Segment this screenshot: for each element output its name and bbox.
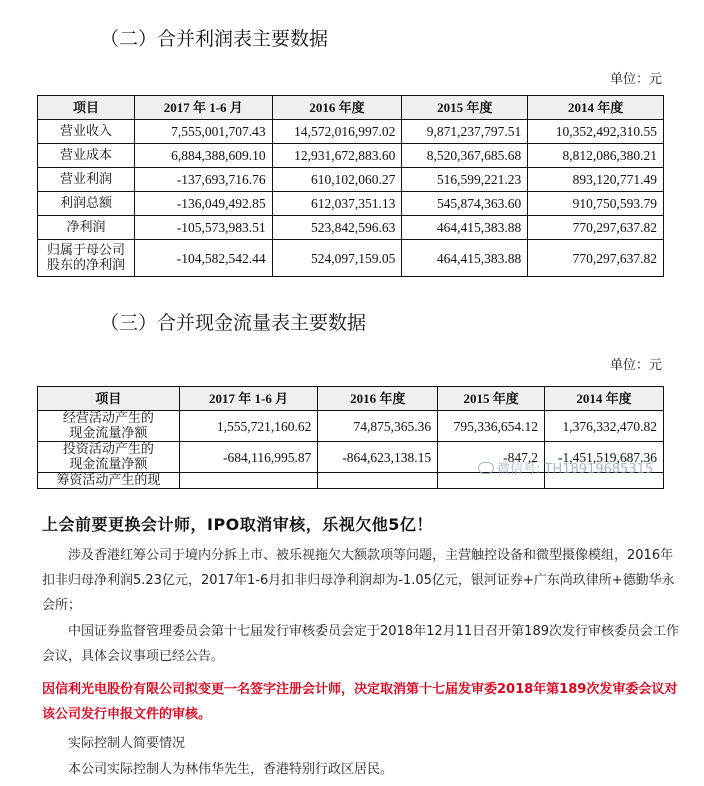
cell-value: -136,049,492.85 <box>134 192 272 216</box>
cell-value <box>179 473 318 489</box>
cell-value: 910,750,593.79 <box>528 192 664 216</box>
cell-value: 6,884,388,609.10 <box>134 144 272 168</box>
cell-value: 464,415,383.88 <box>402 216 528 240</box>
cell-value: 8,520,367,685.68 <box>402 144 528 168</box>
cell-value: -104,582,542.44 <box>134 240 272 277</box>
row-label <box>38 411 180 442</box>
cell-value: 523,842,596.63 <box>272 216 402 240</box>
row-label <box>38 442 180 473</box>
cell-value: 795,336,654.12 <box>438 411 545 442</box>
row-label: 筹资活动产生的现 <box>38 473 180 489</box>
row-label: 利润总额 <box>38 192 135 216</box>
row-label-line: 投资活动产生的 <box>62 442 154 457</box>
cell-value: 10,352,492,310.55 <box>528 120 664 144</box>
row-label: 营业成本 <box>38 144 135 168</box>
income-table <box>37 95 664 277</box>
row-label-line: 现金流量净额 <box>69 426 148 441</box>
column-header: 2014 年度 <box>528 96 664 120</box>
cell-value <box>318 473 438 489</box>
column-header: 2017 年 1-6 月 <box>179 387 318 411</box>
row-label: 净利润 <box>38 216 135 240</box>
row-label-line: 归属于母公司 <box>46 243 125 258</box>
income-section-title: （二）合并利润表主要数据 <box>100 28 329 50</box>
article-paragraph: 中国证券监督管理委员会第十七届发行审核委员会定于2018年12月11日召开第189次发行审核委员会工作会议，具体会议事项已经公告。 <box>42 624 679 664</box>
column-header: 2014 年度 <box>545 387 664 411</box>
cell-value: 612,037,351.13 <box>272 192 402 216</box>
cashflow-section-title: （三）合并现金流量表主要数据 <box>100 312 367 334</box>
article-paragraph: 本公司实际控制人为林伟华先生，香港特别行政区居民。 <box>68 762 394 777</box>
column-header: 2016 年度 <box>318 387 438 411</box>
table-row <box>38 240 664 277</box>
table-row <box>38 144 664 168</box>
watermark-text: 微信号: TH18919685315 <box>497 462 654 477</box>
table-row <box>38 216 664 240</box>
row-label <box>38 240 135 277</box>
cell-value: 74,875,365.36 <box>318 411 438 442</box>
table-row <box>38 192 664 216</box>
table-row <box>38 411 664 442</box>
cell-value: -684,116,995.87 <box>179 442 318 473</box>
row-label: 营业利润 <box>38 168 135 192</box>
table-row <box>38 168 664 192</box>
cell-value: 14,572,016,997.02 <box>272 120 402 144</box>
article-highlight-paragraph: 因信利光电股份有限公司拟变更一名签字注册会计师，决定取消第十七届发审委2018年第189次发审委会议对该公司发行申报文件的审核。 <box>42 682 678 722</box>
cell-value: 610,102,060.27 <box>272 168 402 192</box>
row-label: 营业收入 <box>38 120 135 144</box>
cell-value: -105,573,983.51 <box>134 216 272 240</box>
column-header: 2017 年 1-6 月 <box>134 96 272 120</box>
cashflow-unit-label: 单位：元 <box>609 358 662 373</box>
column-header: 项目 <box>38 96 135 120</box>
column-header: 项目 <box>38 387 180 411</box>
table-header-row <box>38 96 664 120</box>
income-unit-label: 单位：元 <box>609 72 662 87</box>
cell-value: 12,931,672,883.60 <box>272 144 402 168</box>
cell-value: -847,2 <box>438 442 545 473</box>
row-label-line: 现金流量净额 <box>69 457 148 472</box>
column-header: 2015 年度 <box>402 96 528 120</box>
cell-value: 9,871,237,797.51 <box>402 120 528 144</box>
cashflow-table-clip <box>30 380 675 495</box>
wechat-icon <box>478 462 494 474</box>
article-paragraph: 涉及香港红筹公司于境内分拆上市、被乐视拖欠大额款项等问题，主营触控设备和微型摄像模组，2016年扣非归母净利润5.23亿元，2017年1-6月扣非归母净利润却为-1.05亿元，银河证券+广东尚玖律所+德勤华永会所； <box>42 548 675 613</box>
cell-value: 545,874,363.60 <box>402 192 528 216</box>
article-headline: 上会前要更换会计师，IPO取消审核，乐视欠他5亿！ <box>42 515 433 534</box>
cell-value: -1,451,519,687.36 <box>545 442 664 473</box>
wechat-watermark <box>478 458 653 477</box>
cell-value: 516,599,221.23 <box>402 168 528 192</box>
cell-value: -864,623,138.15 <box>318 442 438 473</box>
column-header: 2016 年度 <box>272 96 402 120</box>
cell-value: 7,555,001,707.43 <box>134 120 272 144</box>
column-header: 2015 年度 <box>438 387 545 411</box>
cell-value: 1,376,332,470.82 <box>545 411 664 442</box>
cell-value: 1,555,721,160.62 <box>179 411 318 442</box>
table-header-row <box>38 387 664 411</box>
cell-value: 770,297,637.82 <box>528 240 664 277</box>
row-label-line: 经营活动产生的 <box>62 411 154 426</box>
cell-value: 770,297,637.82 <box>528 216 664 240</box>
cell-value: 893,120,771.49 <box>528 168 664 192</box>
row-label-line: 股东的净利润 <box>46 258 125 273</box>
cell-value: -137,693,716.76 <box>134 168 272 192</box>
cell-value: 524,097,159.05 <box>272 240 402 277</box>
cell-value: 464,415,383.88 <box>402 240 528 277</box>
table-row <box>38 120 664 144</box>
cell-value: 8,812,086,380.21 <box>528 144 664 168</box>
article-subheading: 实际控制人简要情况 <box>68 736 186 751</box>
